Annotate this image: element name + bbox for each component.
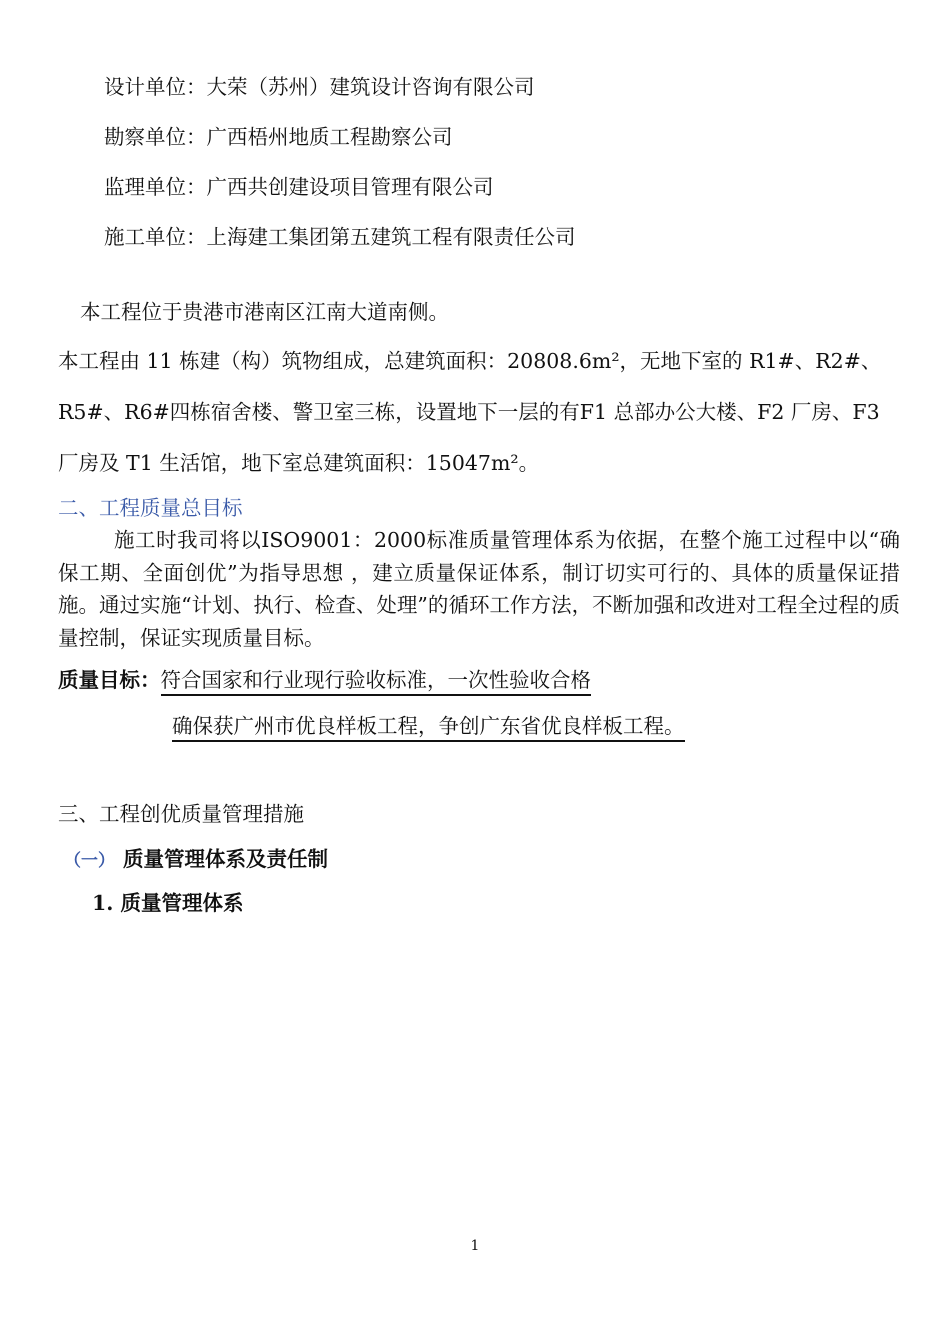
design-unit: 设计单位：大荣（苏州）建筑设计咨询有限公司 <box>104 75 535 99</box>
page-number: 1 <box>470 1238 480 1254</box>
quality-goal-line <box>58 666 591 694</box>
subsection-number: （一） <box>64 851 115 871</box>
quality-goal-2-wrap <box>172 712 685 740</box>
section-2-heading: 二、工程质量总目标 <box>58 496 243 520</box>
survey-unit: 勘察单位：广西梧州地质工程勘察公司 <box>104 125 453 149</box>
section-3-heading: 三、工程创优质量管理措施 <box>58 802 304 826</box>
overview-line-2: R5#、R6#四栋宿舍楼、警卫室三栋，设置地下一层的有F1 总部办公大楼、F2 厂房、F3 <box>58 400 880 424</box>
item-1: 1. 质量管理体系 <box>92 891 244 915</box>
supervision-unit: 监理单位：广西共创建设项目管理有限公司 <box>104 175 494 199</box>
construction-unit: 施工单位：上海建工集团第五建筑工程有限责任公司 <box>104 225 576 249</box>
quality-goal-1: 符合国家和行业现行验收标准，一次性验收合格 <box>161 668 592 696</box>
overview-line-1: 本工程由 11 栋建（构）筑物组成，总建筑面积：20808.6m²，无地下室的 R1#、R2#、 <box>58 349 882 373</box>
subsection-1 <box>64 845 328 875</box>
project-location: 本工程位于贵港市港南区江南大道南侧。 <box>80 300 449 324</box>
section-2-body: 施工时我司将以ISO9001：2000标准质量管理体系为依据，在整个施工过程中以“确保工期、全面创优”为指导思想 ，建立质量保证体系，制订切实可行的、具体的质量保证措施。通过实施“计划、执行、检查、处理”的循环工作方法，不断加强和改进对工程全过程的质量控制，保证实现质量目标。 <box>58 528 900 650</box>
quality-goal-2: 确保获广州市优良样板工程，争创广东省优良样板工程。 <box>172 714 685 742</box>
subsection-title: 质量管理体系及责任制 <box>123 847 328 871</box>
overview-line-3: 厂房及 T1 生活馆，地下室总建筑面积：15047m²。 <box>58 451 540 475</box>
quality-goal-label: 质量目标： <box>58 668 161 692</box>
